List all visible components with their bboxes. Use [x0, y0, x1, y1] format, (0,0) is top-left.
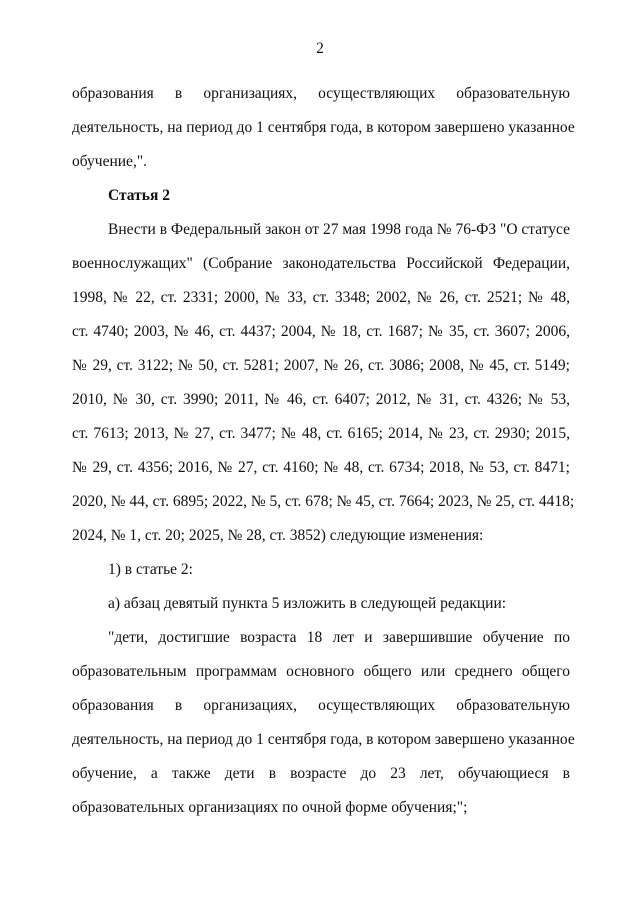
text-line: ст. 7613; 2013, № 27, ст. 3477; № 48, ст. 6165; 2014, № 23, ст. 2930; 2015,	[72, 425, 570, 442]
text-line: образования в организациях, осуществляющих образовательную	[72, 85, 570, 102]
quoted-text-line: деятельность, на период до 1 сентября года, в котором завершено указанное	[72, 731, 575, 748]
quoted-text-line: образовательных организациях по очной форме обучения;";	[72, 799, 468, 816]
text-line: военнослужащих" (Собрание законодательства Российской Федерации,	[72, 255, 570, 272]
text-line: обучение,".	[72, 153, 148, 170]
page-number: 2	[316, 40, 324, 57]
quoted-text-line: "дети, достигшие возраста 18 лет и завершившие обучение по	[108, 629, 570, 646]
list-item-1: 1) в статье 2:	[108, 561, 193, 578]
text-line: № 29, ст. 3122; № 50, ст. 5281; 2007, № 26, ст. 3086; 2008, № 45, ст. 5149;	[72, 357, 570, 374]
text-line: Внести в Федеральный закон от 27 мая 1998 года № 76-ФЗ "О статусе	[108, 221, 570, 238]
quoted-text-line: образования в организациях, осуществляющих образовательную	[72, 697, 570, 714]
text-line: 2020, № 44, ст. 6895; 2022, № 5, ст. 678; № 45, ст. 7664; 2023, № 25, ст. 4418;	[72, 493, 575, 510]
quoted-text-line: образовательным программам основного общего или среднего общего	[72, 663, 570, 680]
quoted-text-line: обучение, а также дети в возрасте до 23 лет, обучающиеся в	[72, 765, 570, 782]
text-line: 1998, № 22, ст. 2331; 2000, № 33, ст. 3348; 2002, № 26, ст. 2521; № 48,	[72, 289, 570, 306]
text-line: деятельность, на период до 1 сентября года, в котором завершено указанное	[72, 119, 575, 136]
text-line: № 29, ст. 4356; 2016, № 27, ст. 4160; № 48, ст. 6734; 2018, № 53, ст. 8471;	[72, 459, 570, 476]
text-line: 2010, № 30, ст. 3990; 2011, № 46, ст. 6407; 2012, № 31, ст. 4326; № 53,	[72, 391, 570, 408]
text-line: 2024, № 1, ст. 20; 2025, № 28, ст. 3852) следующие изменения:	[72, 527, 484, 544]
article-heading: Статья 2	[108, 187, 170, 204]
document-body	[72, 77, 575, 825]
text-line: ст. 4740; 2003, № 46, ст. 4437; 2004, № 18, ст. 1687; № 35, ст. 3607; 2006,	[72, 323, 570, 340]
list-item-a: а) абзац девятый пункта 5 изложить в следующей редакции:	[108, 595, 507, 612]
